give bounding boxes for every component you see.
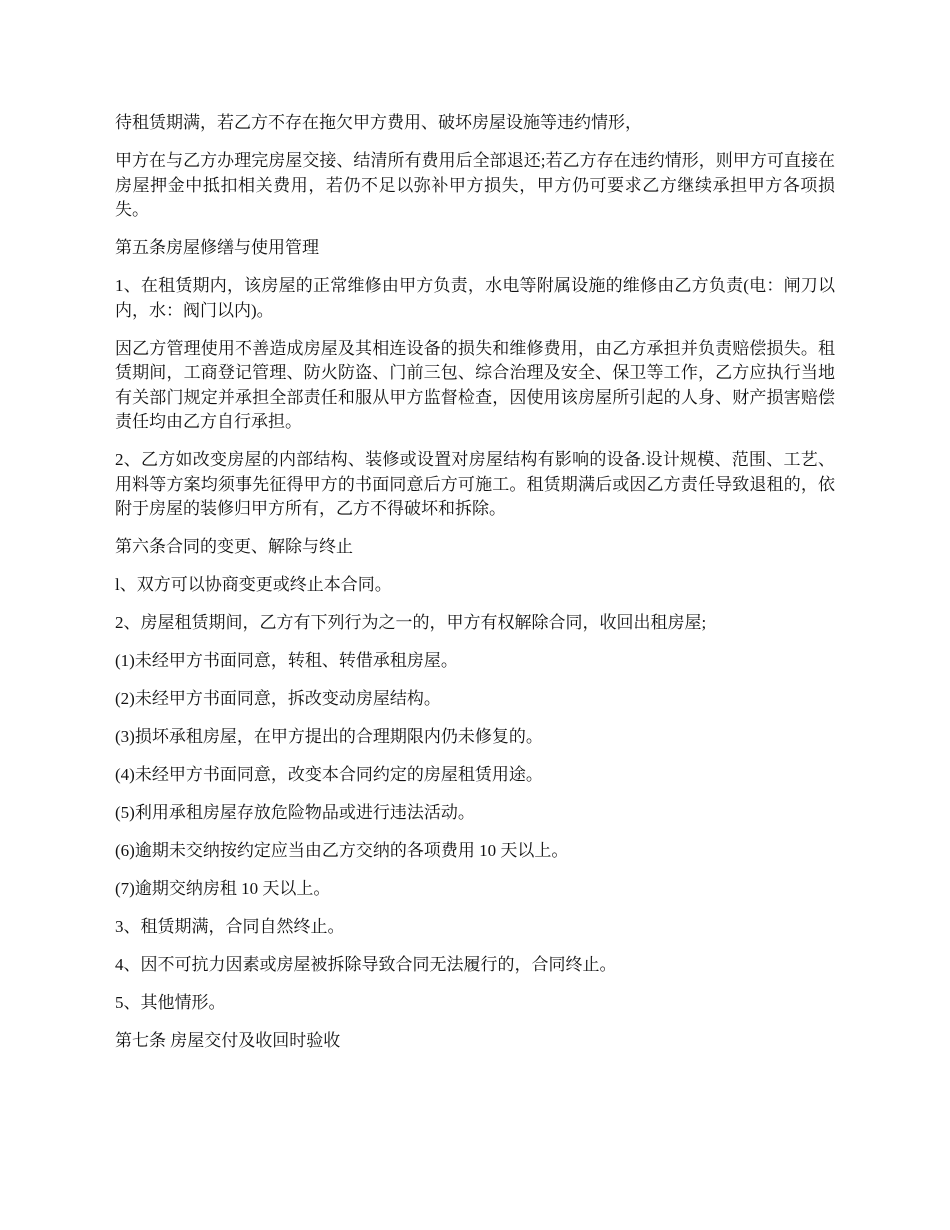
list-item: 2、房屋租赁期间，乙方有下列行为之一的，甲方有权解除合同，收回出租房屋;	[115, 613, 707, 632]
list-item: 5、其他情形。	[115, 993, 226, 1012]
list-item: (4)未经甲方书面同意，改变本合同约定的房屋租赁用途。	[115, 765, 543, 784]
list-item: (3)损坏承租房屋，在甲方提出的合理期限内仍未修复的。	[115, 727, 543, 746]
heading-article-5: 第五条房屋修缮与使用管理	[115, 238, 319, 257]
paragraph-deposit-refund-condition: 待租赁期满，若乙方不存在拖欠甲方费用、破坏房屋设施等违约情形，	[115, 113, 642, 132]
list-item: 4、因不可抗力因素或房屋被拆除导致合同无法履行的，合同终止。	[115, 955, 617, 974]
list-item: (1)未经甲方书面同意，转租、转借承租房屋。	[115, 651, 458, 670]
paragraph-maintenance-duty: 1、在租赁期内，该房屋的正常维修由甲方负责，水电等附属设施的维修由乙方负责(电：闸刀以内，水：阀门以内)。	[115, 276, 835, 320]
heading-article-7: 第七条 房屋交付及收回时验收	[115, 1031, 341, 1050]
paragraph-structure-changes: 2、乙方如改变房屋的内部结构、装修或设置对房屋结构有影响的设备.设计规模、范围、工艺、用料等方案均须事先征得甲方的书面同意后方可施工。租赁期满后或因乙方责任导致退租的，依附于房屋的装修归甲方所有，乙方不得破坏和拆除。	[115, 450, 835, 518]
list-item: (5)利用承租房屋存放危险物品或进行违法活动。	[115, 803, 475, 822]
list-item: (2)未经甲方书面同意，拆改变动房屋结构。	[115, 689, 441, 708]
list-item: l、双方可以协商变更或终止本合同。	[115, 575, 392, 594]
heading-article-6: 第六条合同的变更、解除与终止	[115, 537, 353, 556]
list-item: (6)逾期未交纳按约定应当由乙方交纳的各项费用 10 天以上。	[115, 841, 569, 860]
list-item: 3、租赁期满，合同自然终止。	[115, 917, 345, 936]
list-item: (7)逾期交纳房租 10 天以上。	[115, 879, 331, 898]
paragraph-deposit-refund-terms: 甲方在与乙方办理完房屋交接、结清所有费用后全部退还;若乙方存在违约情形，则甲方可直接在房屋押金中抵扣相关费用，若仍不足以弥补甲方损失，甲方仍可要求乙方继续承担甲方各项损失。	[115, 151, 835, 219]
paragraph-damage-liability: 因乙方管理使用不善造成房屋及其相连设备的损失和维修费用，由乙方承担并负责赔偿损失。租赁期间，工商登记管理、防火防盗、门前三包、综合治理及安全、保卫等工作，乙方应执行当地有关部门规定并承担全部责任和服从甲方监督检查，因使用该房屋所引起的人身、财产损害赔偿责任均由乙方自行承担。	[115, 338, 835, 431]
